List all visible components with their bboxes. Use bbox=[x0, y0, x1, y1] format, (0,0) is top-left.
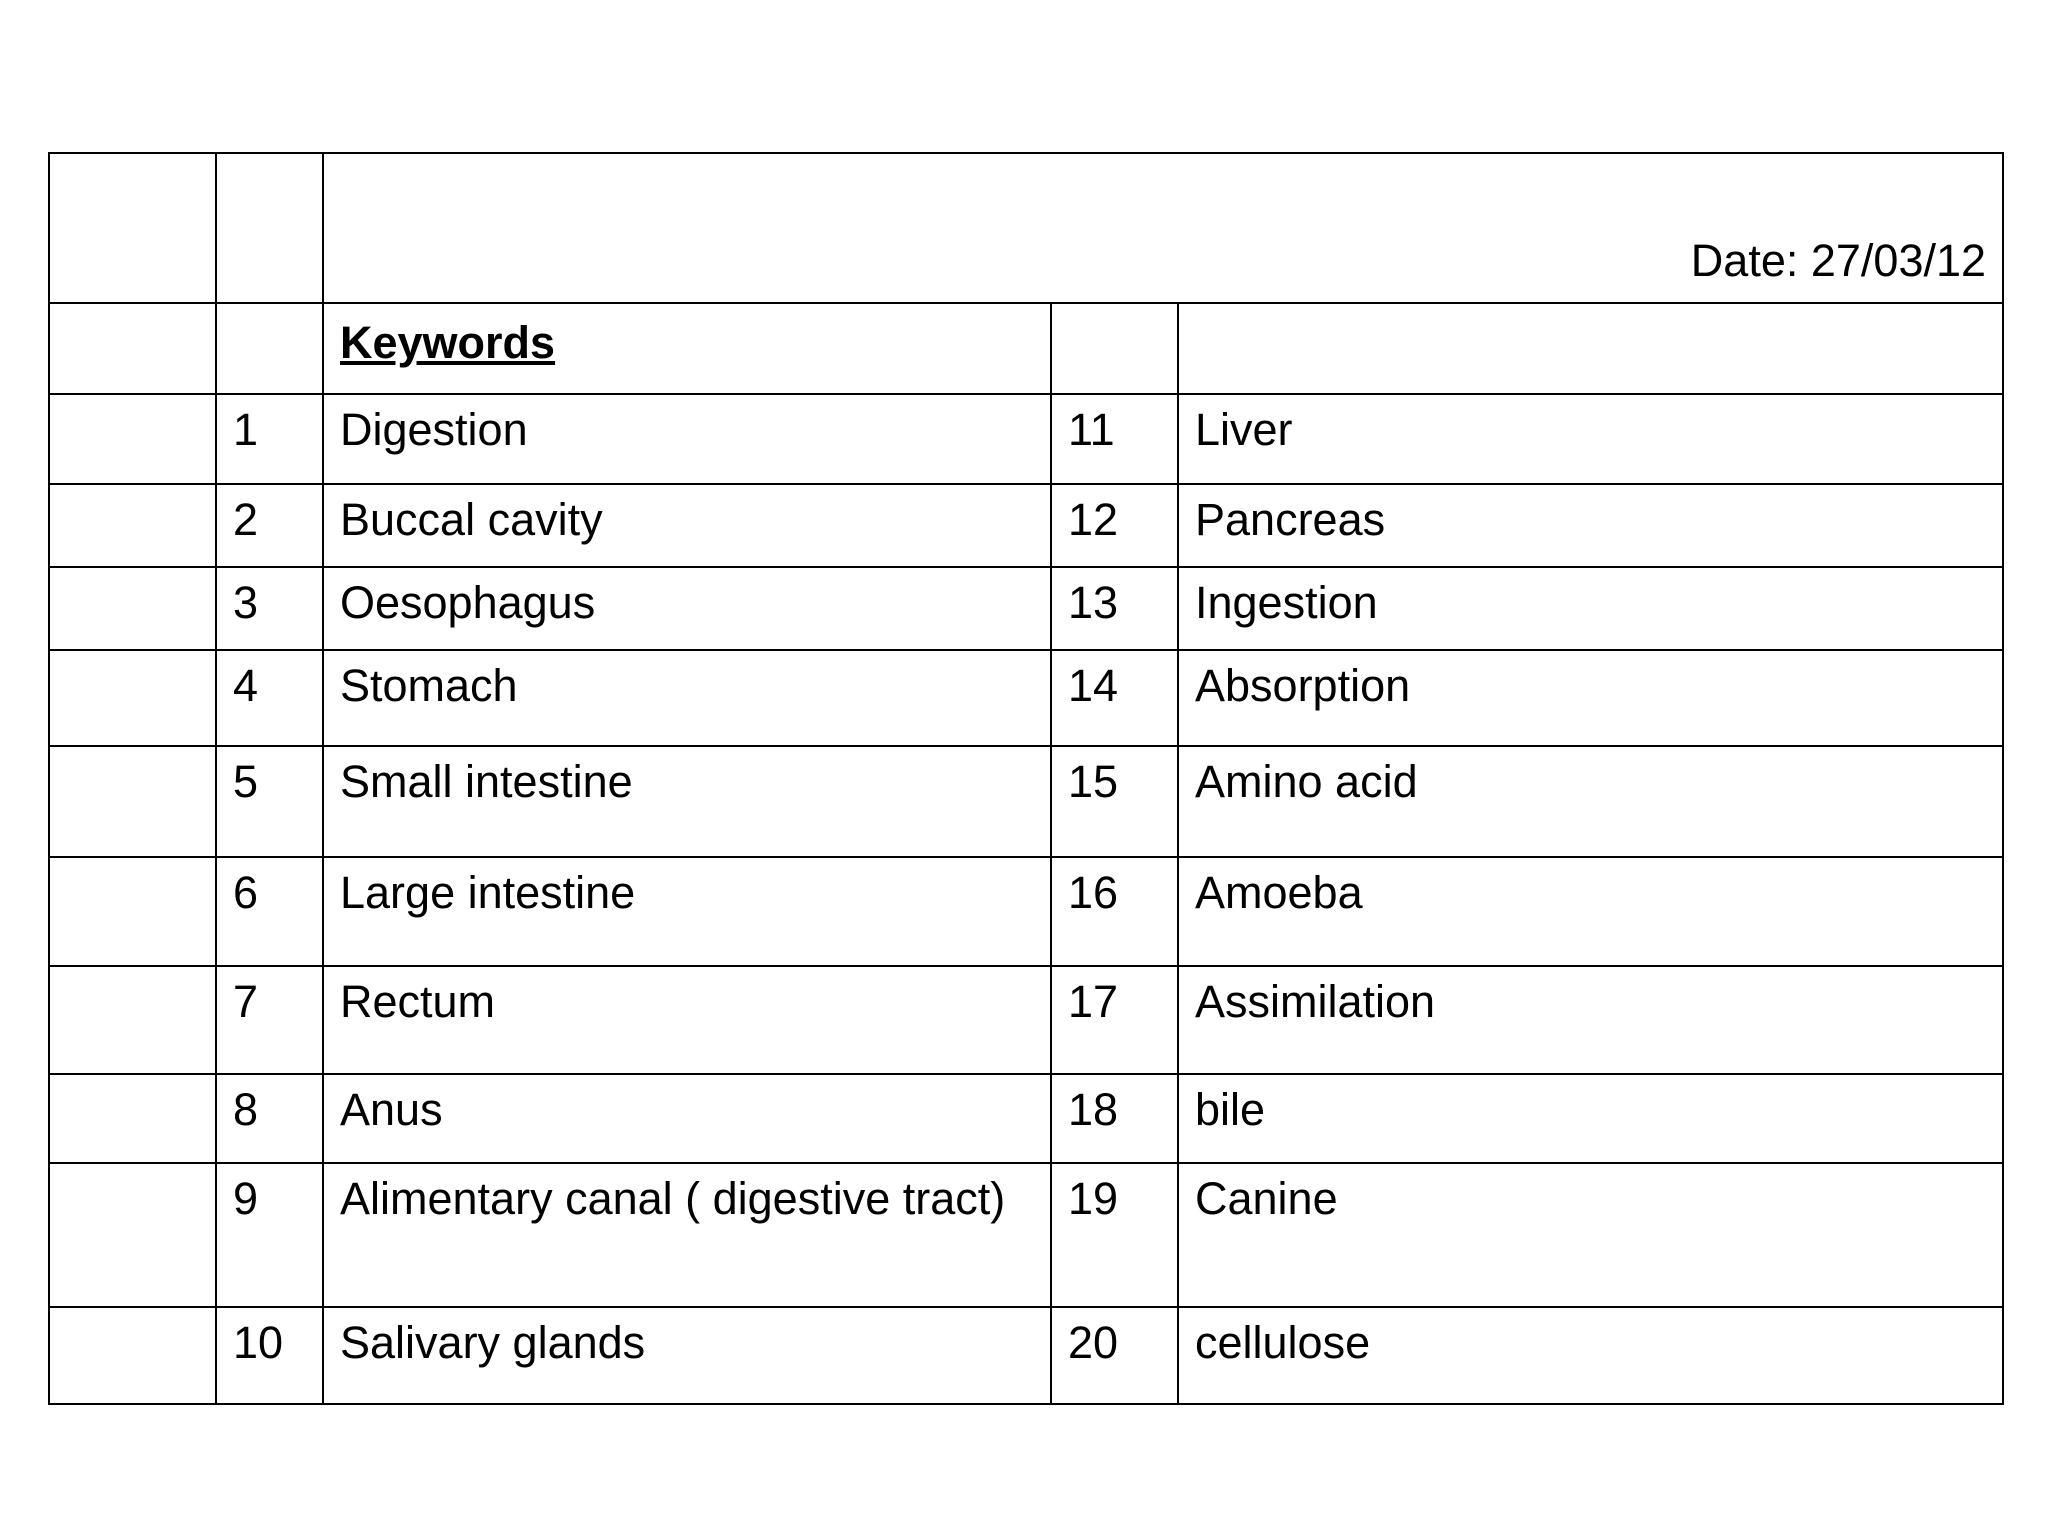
keyword-term: Amoeba bbox=[1178, 857, 2003, 966]
keyword-number: 7 bbox=[216, 966, 323, 1074]
table-row bbox=[49, 966, 2003, 1074]
margin-cell bbox=[49, 484, 216, 567]
keyword-number: 14 bbox=[1051, 650, 1178, 746]
keyword-term: Assimilation bbox=[1178, 966, 2003, 1074]
keyword-term: Small intestine bbox=[323, 746, 1051, 857]
margin-cell bbox=[49, 153, 216, 303]
keywords-heading: Keywords bbox=[323, 303, 1051, 394]
keyword-term: Pancreas bbox=[1178, 484, 2003, 567]
margin-cell bbox=[49, 303, 216, 394]
keyword-term: Rectum bbox=[323, 966, 1051, 1074]
margin-cell bbox=[49, 1074, 216, 1163]
keyword-number: 18 bbox=[1051, 1074, 1178, 1163]
keyword-term: Buccal cavity bbox=[323, 484, 1051, 567]
keyword-term: Large intestine bbox=[323, 857, 1051, 966]
keyword-term: Digestion bbox=[323, 394, 1051, 484]
table-row bbox=[49, 650, 2003, 746]
keyword-number: 2 bbox=[216, 484, 323, 567]
keyword-number: 16 bbox=[1051, 857, 1178, 966]
blank-cell bbox=[1051, 303, 1178, 394]
keyword-term: cellulose bbox=[1178, 1307, 2003, 1404]
table-row bbox=[49, 1163, 2003, 1307]
margin-cell bbox=[49, 394, 216, 484]
keyword-term: Anus bbox=[323, 1074, 1051, 1163]
keyword-number: 12 bbox=[1051, 484, 1178, 567]
title-row bbox=[49, 303, 2003, 394]
keyword-term: Salivary glands bbox=[323, 1307, 1051, 1404]
keyword-term: Liver bbox=[1178, 394, 2003, 484]
keyword-number: 11 bbox=[1051, 394, 1178, 484]
blank-cell bbox=[216, 303, 323, 394]
table-row bbox=[49, 394, 2003, 484]
keyword-number: 13 bbox=[1051, 567, 1178, 650]
keyword-number: 15 bbox=[1051, 746, 1178, 857]
keyword-term: Oesophagus bbox=[323, 567, 1051, 650]
keyword-number: 19 bbox=[1051, 1163, 1178, 1307]
keyword-number: 8 bbox=[216, 1074, 323, 1163]
keyword-number: 17 bbox=[1051, 966, 1178, 1074]
table-row bbox=[49, 484, 2003, 567]
keyword-term: bile bbox=[1178, 1074, 2003, 1163]
table-row bbox=[49, 746, 2003, 857]
margin-cell bbox=[49, 857, 216, 966]
margin-cell bbox=[49, 1163, 216, 1307]
keyword-term: Ingestion bbox=[1178, 567, 2003, 650]
keyword-number: 6 bbox=[216, 857, 323, 966]
margin-cell bbox=[49, 746, 216, 857]
keyword-term: Canine bbox=[1178, 1163, 2003, 1307]
keyword-term: Amino acid bbox=[1178, 746, 2003, 857]
blank-cell bbox=[1178, 303, 2003, 394]
keywords-table bbox=[48, 152, 2004, 1405]
margin-cell bbox=[49, 650, 216, 746]
date-label: Date: 27/03/12 bbox=[323, 153, 2003, 303]
table-row bbox=[49, 1307, 2003, 1404]
keyword-number: 10 bbox=[216, 1307, 323, 1404]
keyword-number: 1 bbox=[216, 394, 323, 484]
blank-cell bbox=[216, 153, 323, 303]
table-row bbox=[49, 857, 2003, 966]
keyword-term: Stomach bbox=[323, 650, 1051, 746]
keyword-term: Absorption bbox=[1178, 650, 2003, 746]
header-row bbox=[49, 153, 2003, 303]
keyword-number: 5 bbox=[216, 746, 323, 857]
keyword-number: 9 bbox=[216, 1163, 323, 1307]
table-row bbox=[49, 567, 2003, 650]
keyword-number: 20 bbox=[1051, 1307, 1178, 1404]
keyword-number: 4 bbox=[216, 650, 323, 746]
margin-cell bbox=[49, 1307, 216, 1404]
margin-cell bbox=[49, 567, 216, 650]
table-row bbox=[49, 1074, 2003, 1163]
margin-cell bbox=[49, 966, 216, 1074]
keyword-number: 3 bbox=[216, 567, 323, 650]
keyword-term: Alimentary canal ( digestive tract) bbox=[323, 1163, 1051, 1307]
